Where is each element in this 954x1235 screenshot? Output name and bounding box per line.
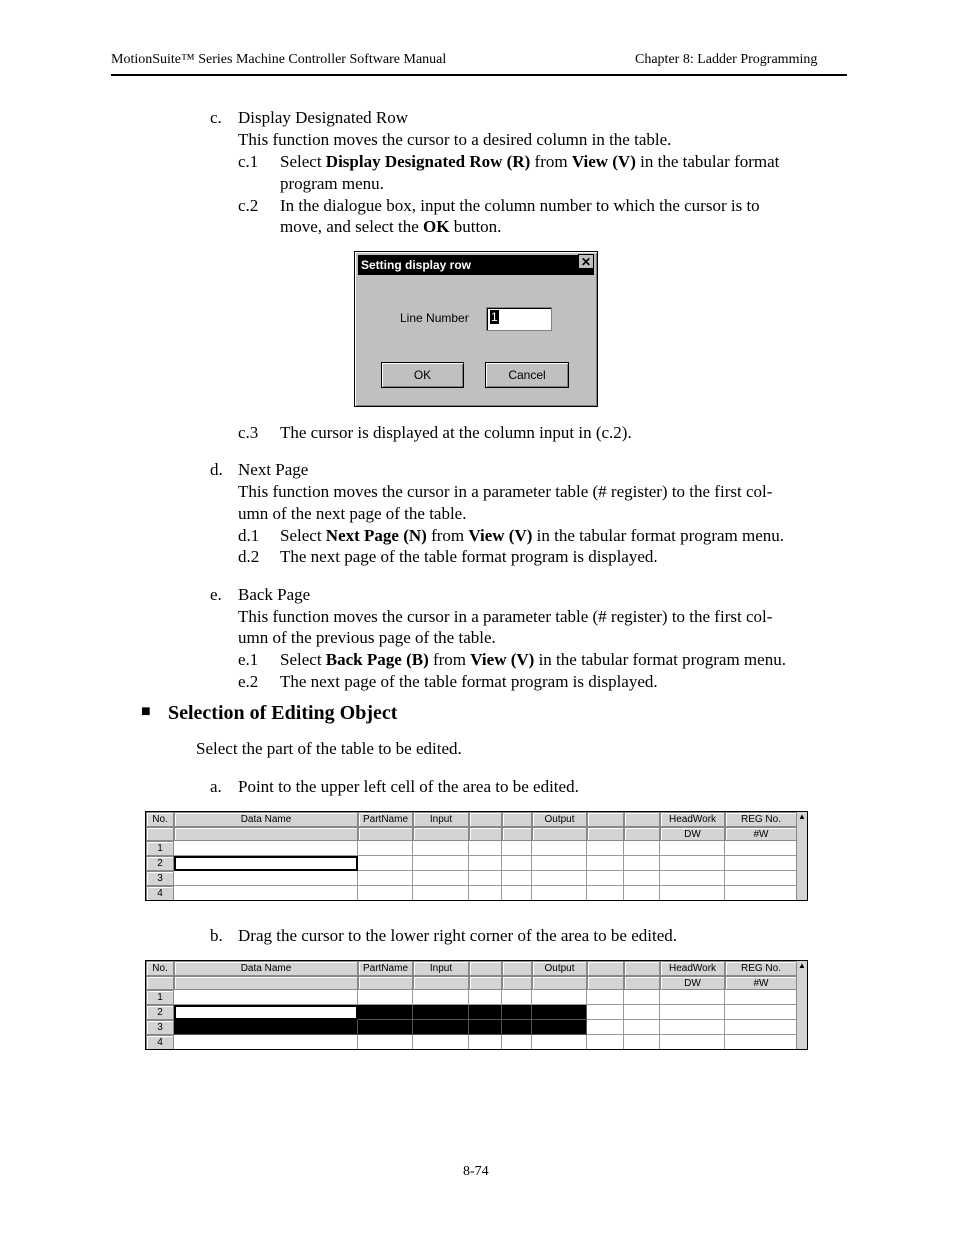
item-e-desc-cont: umn of the previous page of the table. <box>238 628 496 647</box>
column-header[interactable]: HeadWork <box>660 961 725 976</box>
table-cell[interactable] <box>587 871 624 886</box>
table-cell[interactable] <box>624 856 660 871</box>
column-subheader <box>532 827 587 841</box>
table-cell[interactable] <box>660 990 725 1005</box>
column-subheader <box>413 827 469 841</box>
table-cell[interactable] <box>174 841 358 856</box>
table-cell[interactable] <box>502 990 532 1005</box>
vertical-scrollbar[interactable] <box>796 812 807 900</box>
line-number-label: Line Number <box>400 311 469 325</box>
selection-intro: Select the part of the table to be edited. <box>196 739 462 758</box>
column-subheader <box>358 827 413 841</box>
table-cell[interactable] <box>725 841 797 856</box>
table-cell[interactable] <box>502 871 532 886</box>
close-icon[interactable]: ✕ <box>578 254 594 269</box>
vertical-scrollbar[interactable] <box>796 961 807 1049</box>
column-header[interactable] <box>502 961 532 976</box>
column-header[interactable]: Output <box>532 812 587 827</box>
table-cell[interactable] <box>358 1035 413 1050</box>
step-b-text: Drag the cursor to the lower right corner of the area to be edited. <box>238 926 677 945</box>
table-cell[interactable] <box>587 886 624 901</box>
table-cell[interactable] <box>532 886 587 901</box>
table-cell[interactable] <box>358 1020 413 1035</box>
step-c3-text: The cursor is displayed at the column input in (c.2). <box>280 423 632 442</box>
table-cell[interactable] <box>660 841 725 856</box>
dialog-title: Setting display row <box>358 255 594 275</box>
table-cell[interactable] <box>502 1005 532 1020</box>
table-cell[interactable] <box>469 990 502 1005</box>
table-cell[interactable] <box>725 871 797 886</box>
column-header[interactable] <box>469 812 502 827</box>
item-c-marker: c. <box>210 108 222 127</box>
table-cell[interactable] <box>358 841 413 856</box>
table-cell[interactable] <box>502 1035 532 1050</box>
table-cell[interactable] <box>358 990 413 1005</box>
column-header[interactable]: No. <box>146 961 174 976</box>
column-subheader <box>146 827 174 841</box>
table-cell[interactable] <box>469 856 502 871</box>
table-screenshot-b <box>145 960 808 1050</box>
table-cell[interactable] <box>624 1020 660 1035</box>
step-a-marker: a. <box>210 777 222 796</box>
step-d2-text: The next page of the table format program is displayed. <box>280 547 658 566</box>
table-cell[interactable] <box>174 1035 358 1050</box>
column-header[interactable] <box>624 812 660 827</box>
table-cell[interactable] <box>725 886 797 901</box>
row-number[interactable]: 1 <box>146 990 174 1005</box>
column-header[interactable] <box>624 961 660 976</box>
column-subheader: #W <box>725 976 797 990</box>
column-subheader <box>502 976 532 990</box>
table-cell[interactable] <box>624 1005 660 1020</box>
table-cell[interactable] <box>587 990 624 1005</box>
table-cell[interactable] <box>725 856 797 871</box>
column-subheader <box>624 976 660 990</box>
item-c-title: Display Designated Row <box>238 108 408 127</box>
table-cell[interactable] <box>174 886 358 901</box>
step-c3-num: c.3 <box>238 423 259 442</box>
table-cell[interactable] <box>725 1035 797 1050</box>
table-cell[interactable] <box>413 1020 469 1035</box>
setting-display-row-dialog <box>354 251 598 407</box>
column-header[interactable]: PartName <box>358 812 413 827</box>
header-left: MotionSuite™ Series Machine Controller Software Manual <box>111 52 447 67</box>
column-header[interactable]: Data Name <box>174 812 358 827</box>
column-header[interactable]: REG No. <box>725 961 797 976</box>
header-right: Chapter 8: Ladder Programming <box>635 52 818 67</box>
step-a-text: Point to the upper left cell of the area to be edited. <box>238 777 579 796</box>
step-e2-num: e.2 <box>238 672 259 691</box>
table-cell[interactable] <box>532 1035 587 1050</box>
column-header[interactable]: PartName <box>358 961 413 976</box>
table-cell[interactable] <box>469 871 502 886</box>
column-subheader <box>532 976 587 990</box>
row-number[interactable]: 2 <box>146 1005 174 1020</box>
table-cell[interactable] <box>502 886 532 901</box>
column-header[interactable]: Input <box>413 961 469 976</box>
column-subheader <box>624 827 660 841</box>
table-cell[interactable] <box>624 886 660 901</box>
table-cell[interactable] <box>532 841 587 856</box>
table-cell[interactable] <box>725 1020 797 1035</box>
table-cell[interactable] <box>174 871 358 886</box>
cursor-cell[interactable] <box>174 1005 358 1020</box>
table-cell[interactable] <box>624 1035 660 1050</box>
page-number: 8-74 <box>463 1164 489 1179</box>
row-number[interactable]: 3 <box>146 871 174 886</box>
step-c2-num: c.2 <box>238 196 259 215</box>
table-cell[interactable] <box>660 1005 725 1020</box>
table-cell[interactable] <box>587 1020 624 1035</box>
bullet-icon: ■ <box>141 703 151 720</box>
column-subheader <box>469 976 502 990</box>
table-cell[interactable] <box>469 1020 502 1035</box>
table-cell[interactable] <box>532 856 587 871</box>
table-cell[interactable] <box>469 1035 502 1050</box>
table-cell[interactable] <box>532 871 587 886</box>
table-cell[interactable] <box>725 1005 797 1020</box>
row-number[interactable]: 1 <box>146 841 174 856</box>
column-subheader <box>413 976 469 990</box>
row-number[interactable]: 2 <box>146 856 174 871</box>
step-d2-num: d.2 <box>238 547 260 566</box>
table-cell[interactable] <box>358 886 413 901</box>
table-screenshot-a <box>145 811 808 901</box>
step-e1-text: Select Back Page (B) from View (V) in the tabular format program menu. <box>280 650 786 669</box>
step-e2-text: The next page of the table format program is displayed. <box>280 672 658 691</box>
column-header[interactable]: No. <box>146 812 174 827</box>
table-cell[interactable] <box>660 871 725 886</box>
table-cell[interactable] <box>660 1020 725 1035</box>
table-cell[interactable] <box>532 1005 587 1020</box>
table-cell[interactable] <box>587 841 624 856</box>
ok-button[interactable]: OK <box>381 362 464 388</box>
column-header[interactable] <box>587 961 624 976</box>
item-d-title: Next Page <box>238 460 309 479</box>
table-cell[interactable] <box>624 841 660 856</box>
header-rule <box>111 74 847 76</box>
item-d-desc-cont: umn of the next page of the table. <box>238 504 467 523</box>
table-cell[interactable] <box>469 1005 502 1020</box>
item-d-desc: This function moves the cursor in a parameter table (# register) to the first col- <box>238 482 773 501</box>
row-number[interactable]: 4 <box>146 886 174 901</box>
table-cell[interactable] <box>725 990 797 1005</box>
line-number-value: 1 <box>491 310 498 324</box>
table-cell[interactable] <box>174 990 358 1005</box>
scroll-up-icon[interactable]: ▲ <box>798 961 806 970</box>
item-c-desc: This function moves the cursor to a desired column in the table. <box>238 130 672 149</box>
table-cell[interactable] <box>532 990 587 1005</box>
cursor-cell[interactable] <box>174 856 358 871</box>
step-c2-text: In the dialogue box, input the column number to which the cursor is to <box>280 196 760 215</box>
table-cell[interactable] <box>660 1035 725 1050</box>
column-header[interactable] <box>587 812 624 827</box>
column-subheader <box>502 827 532 841</box>
table-cell[interactable] <box>413 990 469 1005</box>
table-cell[interactable] <box>413 856 469 871</box>
column-header[interactable]: REG No. <box>725 812 797 827</box>
item-e-desc: This function moves the cursor in a parameter table (# register) to the first col- <box>238 607 773 626</box>
scroll-up-icon[interactable]: ▲ <box>798 812 806 821</box>
table-cell[interactable] <box>532 1020 587 1035</box>
table-cell[interactable] <box>413 841 469 856</box>
table-cell[interactable] <box>660 856 725 871</box>
table-cell[interactable] <box>502 1020 532 1035</box>
column-subheader: #W <box>725 827 797 841</box>
column-header[interactable]: Output <box>532 961 587 976</box>
table-cell[interactable] <box>358 871 413 886</box>
step-c1-num: c.1 <box>238 152 259 171</box>
step-c2-text-cont: move, and select the OK button. <box>280 217 502 236</box>
item-d-marker: d. <box>210 460 223 479</box>
step-c1-text-cont: program menu. <box>280 174 384 193</box>
column-subheader <box>469 827 502 841</box>
item-e-title: Back Page <box>238 585 311 604</box>
table-cell[interactable] <box>413 871 469 886</box>
table-cell[interactable] <box>469 886 502 901</box>
table-cell[interactable] <box>413 1005 469 1020</box>
column-subheader <box>146 976 174 990</box>
table-cell[interactable] <box>358 1005 413 1020</box>
table-cell[interactable] <box>469 841 502 856</box>
column-header[interactable]: HeadWork <box>660 812 725 827</box>
table-cell[interactable] <box>624 871 660 886</box>
table-cell[interactable] <box>502 856 532 871</box>
step-d1-text: Select Next Page (N) from View (V) in the tabular format program menu. <box>280 526 785 545</box>
table-cell[interactable] <box>413 886 469 901</box>
row-number[interactable]: 4 <box>146 1035 174 1050</box>
column-subheader <box>174 827 358 841</box>
table-cell[interactable] <box>587 1005 624 1020</box>
row-number[interactable]: 3 <box>146 1020 174 1035</box>
table-cell[interactable] <box>174 1020 358 1035</box>
step-c1-text: Select Display Designated Row (R) from View (V) in the tabular format <box>280 152 780 171</box>
table-cell[interactable] <box>624 990 660 1005</box>
column-header[interactable] <box>502 812 532 827</box>
column-subheader <box>358 976 413 990</box>
column-header[interactable] <box>469 961 502 976</box>
table-cell[interactable] <box>660 886 725 901</box>
column-header[interactable]: Input <box>413 812 469 827</box>
cancel-button[interactable]: Cancel <box>485 362 569 388</box>
table-cell[interactable] <box>413 1035 469 1050</box>
table-cell[interactable] <box>587 1035 624 1050</box>
column-subheader: DW <box>660 976 725 990</box>
table-cell[interactable] <box>587 856 624 871</box>
line-number-input[interactable] <box>486 307 552 331</box>
step-d1-num: d.1 <box>238 526 260 545</box>
column-subheader <box>587 976 624 990</box>
column-header[interactable]: Data Name <box>174 961 358 976</box>
section-heading: Selection of Editing Object <box>168 702 398 724</box>
column-subheader <box>174 976 358 990</box>
table-cell[interactable] <box>502 841 532 856</box>
step-b-marker: b. <box>210 926 223 945</box>
column-subheader: DW <box>660 827 725 841</box>
column-subheader <box>587 827 624 841</box>
item-e-marker: e. <box>210 585 222 604</box>
step-e1-num: e.1 <box>238 650 259 669</box>
table-cell[interactable] <box>358 856 413 871</box>
